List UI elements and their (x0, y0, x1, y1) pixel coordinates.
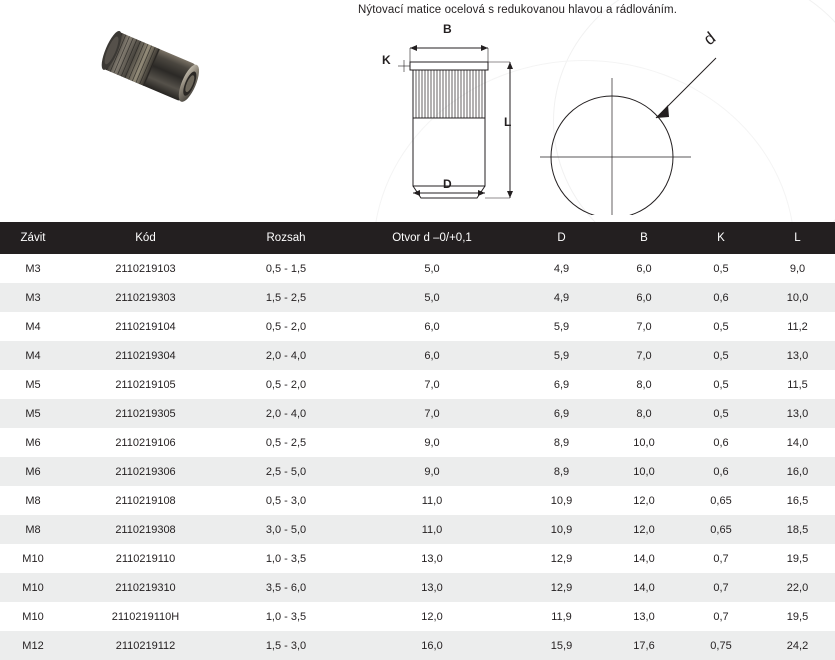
cell-otvor: 13,0 (347, 573, 517, 602)
cell-zavit: M10 (0, 573, 66, 602)
table-row (0, 602, 835, 631)
cell-kod: 2110219110H (66, 602, 225, 631)
table-row (0, 399, 835, 428)
cell-rozsah: 3,5 - 6,0 (225, 573, 347, 602)
cell-b: 12,0 (606, 515, 682, 544)
cell-b: 14,0 (606, 544, 682, 573)
table-row (0, 631, 835, 660)
cell-kod: 2110219304 (66, 341, 225, 370)
cell-b: 8,0 (606, 370, 682, 399)
cell-kod: 2110219310 (66, 573, 225, 602)
cell-zavit: M6 (0, 428, 66, 457)
cell-zavit: M8 (0, 515, 66, 544)
cell-l: 10,0 (760, 283, 835, 312)
cell-rozsah: 2,5 - 5,0 (225, 457, 347, 486)
cell-b: 6,0 (606, 254, 682, 283)
column-header-kod: Kód (66, 222, 225, 254)
cell-otvor: 11,0 (347, 515, 517, 544)
cell-l: 13,0 (760, 341, 835, 370)
column-header-rozsah: Rozsah (225, 222, 347, 254)
cell-zavit: M4 (0, 312, 66, 341)
table-row (0, 341, 835, 370)
cell-otvor: 16,0 (347, 631, 517, 660)
cell-kod: 2110219308 (66, 515, 225, 544)
table-body (0, 254, 835, 660)
cell-d: 8,9 (517, 457, 606, 486)
cell-otvor: 12,0 (347, 602, 517, 631)
table-row (0, 457, 835, 486)
cell-zavit: M5 (0, 399, 66, 428)
table-row (0, 312, 835, 341)
cell-l: 11,2 (760, 312, 835, 341)
cell-k: 0,6 (682, 457, 760, 486)
cell-k: 0,7 (682, 573, 760, 602)
cell-kod: 2110219108 (66, 486, 225, 515)
column-header-l: L (760, 222, 835, 254)
column-header-k: K (682, 222, 760, 254)
cell-k: 0,7 (682, 602, 760, 631)
cell-rozsah: 2,0 - 4,0 (225, 399, 347, 428)
cell-l: 24,2 (760, 631, 835, 660)
specification-table (0, 222, 835, 660)
cell-zavit: M4 (0, 341, 66, 370)
cell-otvor: 9,0 (347, 428, 517, 457)
cell-rozsah: 3,0 - 5,0 (225, 515, 347, 544)
cell-d: 5,9 (517, 312, 606, 341)
cell-zavit: M6 (0, 457, 66, 486)
cell-k: 0,65 (682, 515, 760, 544)
cell-rozsah: 1,0 - 3,5 (225, 602, 347, 631)
cell-b: 17,6 (606, 631, 682, 660)
cell-otvor: 13,0 (347, 544, 517, 573)
cell-k: 0,6 (682, 428, 760, 457)
cell-b: 12,0 (606, 486, 682, 515)
cell-otvor: 5,0 (347, 254, 517, 283)
cell-d: 6,9 (517, 399, 606, 428)
cell-l: 13,0 (760, 399, 835, 428)
column-header-d: D (517, 222, 606, 254)
cell-k: 0,75 (682, 631, 760, 660)
cell-b: 13,0 (606, 602, 682, 631)
cell-otvor: 9,0 (347, 457, 517, 486)
cell-d: 10,9 (517, 486, 606, 515)
cell-rozsah: 0,5 - 2,0 (225, 370, 347, 399)
cell-k: 0,5 (682, 312, 760, 341)
table-row (0, 573, 835, 602)
table-row (0, 486, 835, 515)
cell-d: 8,9 (517, 428, 606, 457)
cell-zavit: M10 (0, 544, 66, 573)
cell-l: 16,5 (760, 486, 835, 515)
cell-d: 12,9 (517, 544, 606, 573)
cell-zavit: M5 (0, 370, 66, 399)
cell-d: 4,9 (517, 283, 606, 312)
table-row (0, 544, 835, 573)
technical-drawing-side-view (380, 22, 540, 212)
cell-l: 19,5 (760, 544, 835, 573)
technical-drawing-hole-view (540, 20, 790, 215)
cell-zavit: M3 (0, 283, 66, 312)
table-header-row (0, 222, 835, 254)
cell-zavit: M8 (0, 486, 66, 515)
table-row (0, 370, 835, 399)
cell-d: 15,9 (517, 631, 606, 660)
cell-k: 0,5 (682, 341, 760, 370)
cell-kod: 2110219106 (66, 428, 225, 457)
cell-kod: 2110219112 (66, 631, 225, 660)
cell-kod: 2110219103 (66, 254, 225, 283)
dimension-label-k: K (382, 53, 391, 67)
product-caption: Nýtovací matice ocelová s redukovanou hlavou a rádlováním. (358, 4, 678, 16)
cell-l: 9,0 (760, 254, 835, 283)
cell-otvor: 7,0 (347, 399, 517, 428)
cell-k: 0,5 (682, 399, 760, 428)
cell-k: 0,5 (682, 254, 760, 283)
table-header (0, 222, 835, 254)
cell-rozsah: 1,0 - 3,5 (225, 544, 347, 573)
cell-kod: 2110219105 (66, 370, 225, 399)
product-photo (88, 18, 218, 118)
table-row (0, 515, 835, 544)
cell-b: 7,0 (606, 312, 682, 341)
cell-d: 4,9 (517, 254, 606, 283)
cell-b: 8,0 (606, 399, 682, 428)
cell-otvor: 11,0 (347, 486, 517, 515)
cell-l: 11,5 (760, 370, 835, 399)
cell-otvor: 7,0 (347, 370, 517, 399)
cell-rozsah: 0,5 - 2,0 (225, 312, 347, 341)
column-header-b: B (606, 222, 682, 254)
cell-k: 0,5 (682, 370, 760, 399)
cell-b: 10,0 (606, 428, 682, 457)
cell-otvor: 6,0 (347, 312, 517, 341)
cell-d: 6,9 (517, 370, 606, 399)
cell-d: 5,9 (517, 341, 606, 370)
column-header-zavit: Závit (0, 222, 66, 254)
cell-kod: 2110219306 (66, 457, 225, 486)
cell-zavit: M10 (0, 602, 66, 631)
cell-zavit: M3 (0, 254, 66, 283)
cell-otvor: 6,0 (347, 341, 517, 370)
table-row (0, 254, 835, 283)
cell-b: 7,0 (606, 341, 682, 370)
cell-b: 6,0 (606, 283, 682, 312)
cell-kod: 2110219110 (66, 544, 225, 573)
cell-k: 0,7 (682, 544, 760, 573)
cell-k: 0,6 (682, 283, 760, 312)
dimension-label-b: B (443, 22, 452, 36)
cell-kod: 2110219305 (66, 399, 225, 428)
cell-rozsah: 1,5 - 3,0 (225, 631, 347, 660)
cell-rozsah: 2,0 - 4,0 (225, 341, 347, 370)
dimension-label-l: L (504, 115, 512, 129)
cell-zavit: M12 (0, 631, 66, 660)
cell-l: 22,0 (760, 573, 835, 602)
cell-b: 14,0 (606, 573, 682, 602)
cell-b: 10,0 (606, 457, 682, 486)
cell-d: 12,9 (517, 573, 606, 602)
cell-k: 0,65 (682, 486, 760, 515)
cell-kod: 2110219104 (66, 312, 225, 341)
cell-rozsah: 0,5 - 2,5 (225, 428, 347, 457)
cell-d: 11,9 (517, 602, 606, 631)
table-row (0, 283, 835, 312)
column-header-otvor: Otvor d –0/+0,1 (347, 222, 517, 254)
cell-rozsah: 0,5 - 1,5 (225, 254, 347, 283)
cell-rozsah: 0,5 - 3,0 (225, 486, 347, 515)
cell-l: 14,0 (760, 428, 835, 457)
cell-rozsah: 1,5 - 2,5 (225, 283, 347, 312)
illustration-area (0, 0, 835, 222)
cell-l: 19,5 (760, 602, 835, 631)
table-row (0, 428, 835, 457)
dimension-label-d-lower: D (443, 177, 452, 191)
cell-l: 18,5 (760, 515, 835, 544)
cell-kod: 2110219303 (66, 283, 225, 312)
dimension-label-d-diameter: d (700, 28, 720, 49)
cell-l: 16,0 (760, 457, 835, 486)
cell-d: 10,9 (517, 515, 606, 544)
cell-otvor: 5,0 (347, 283, 517, 312)
